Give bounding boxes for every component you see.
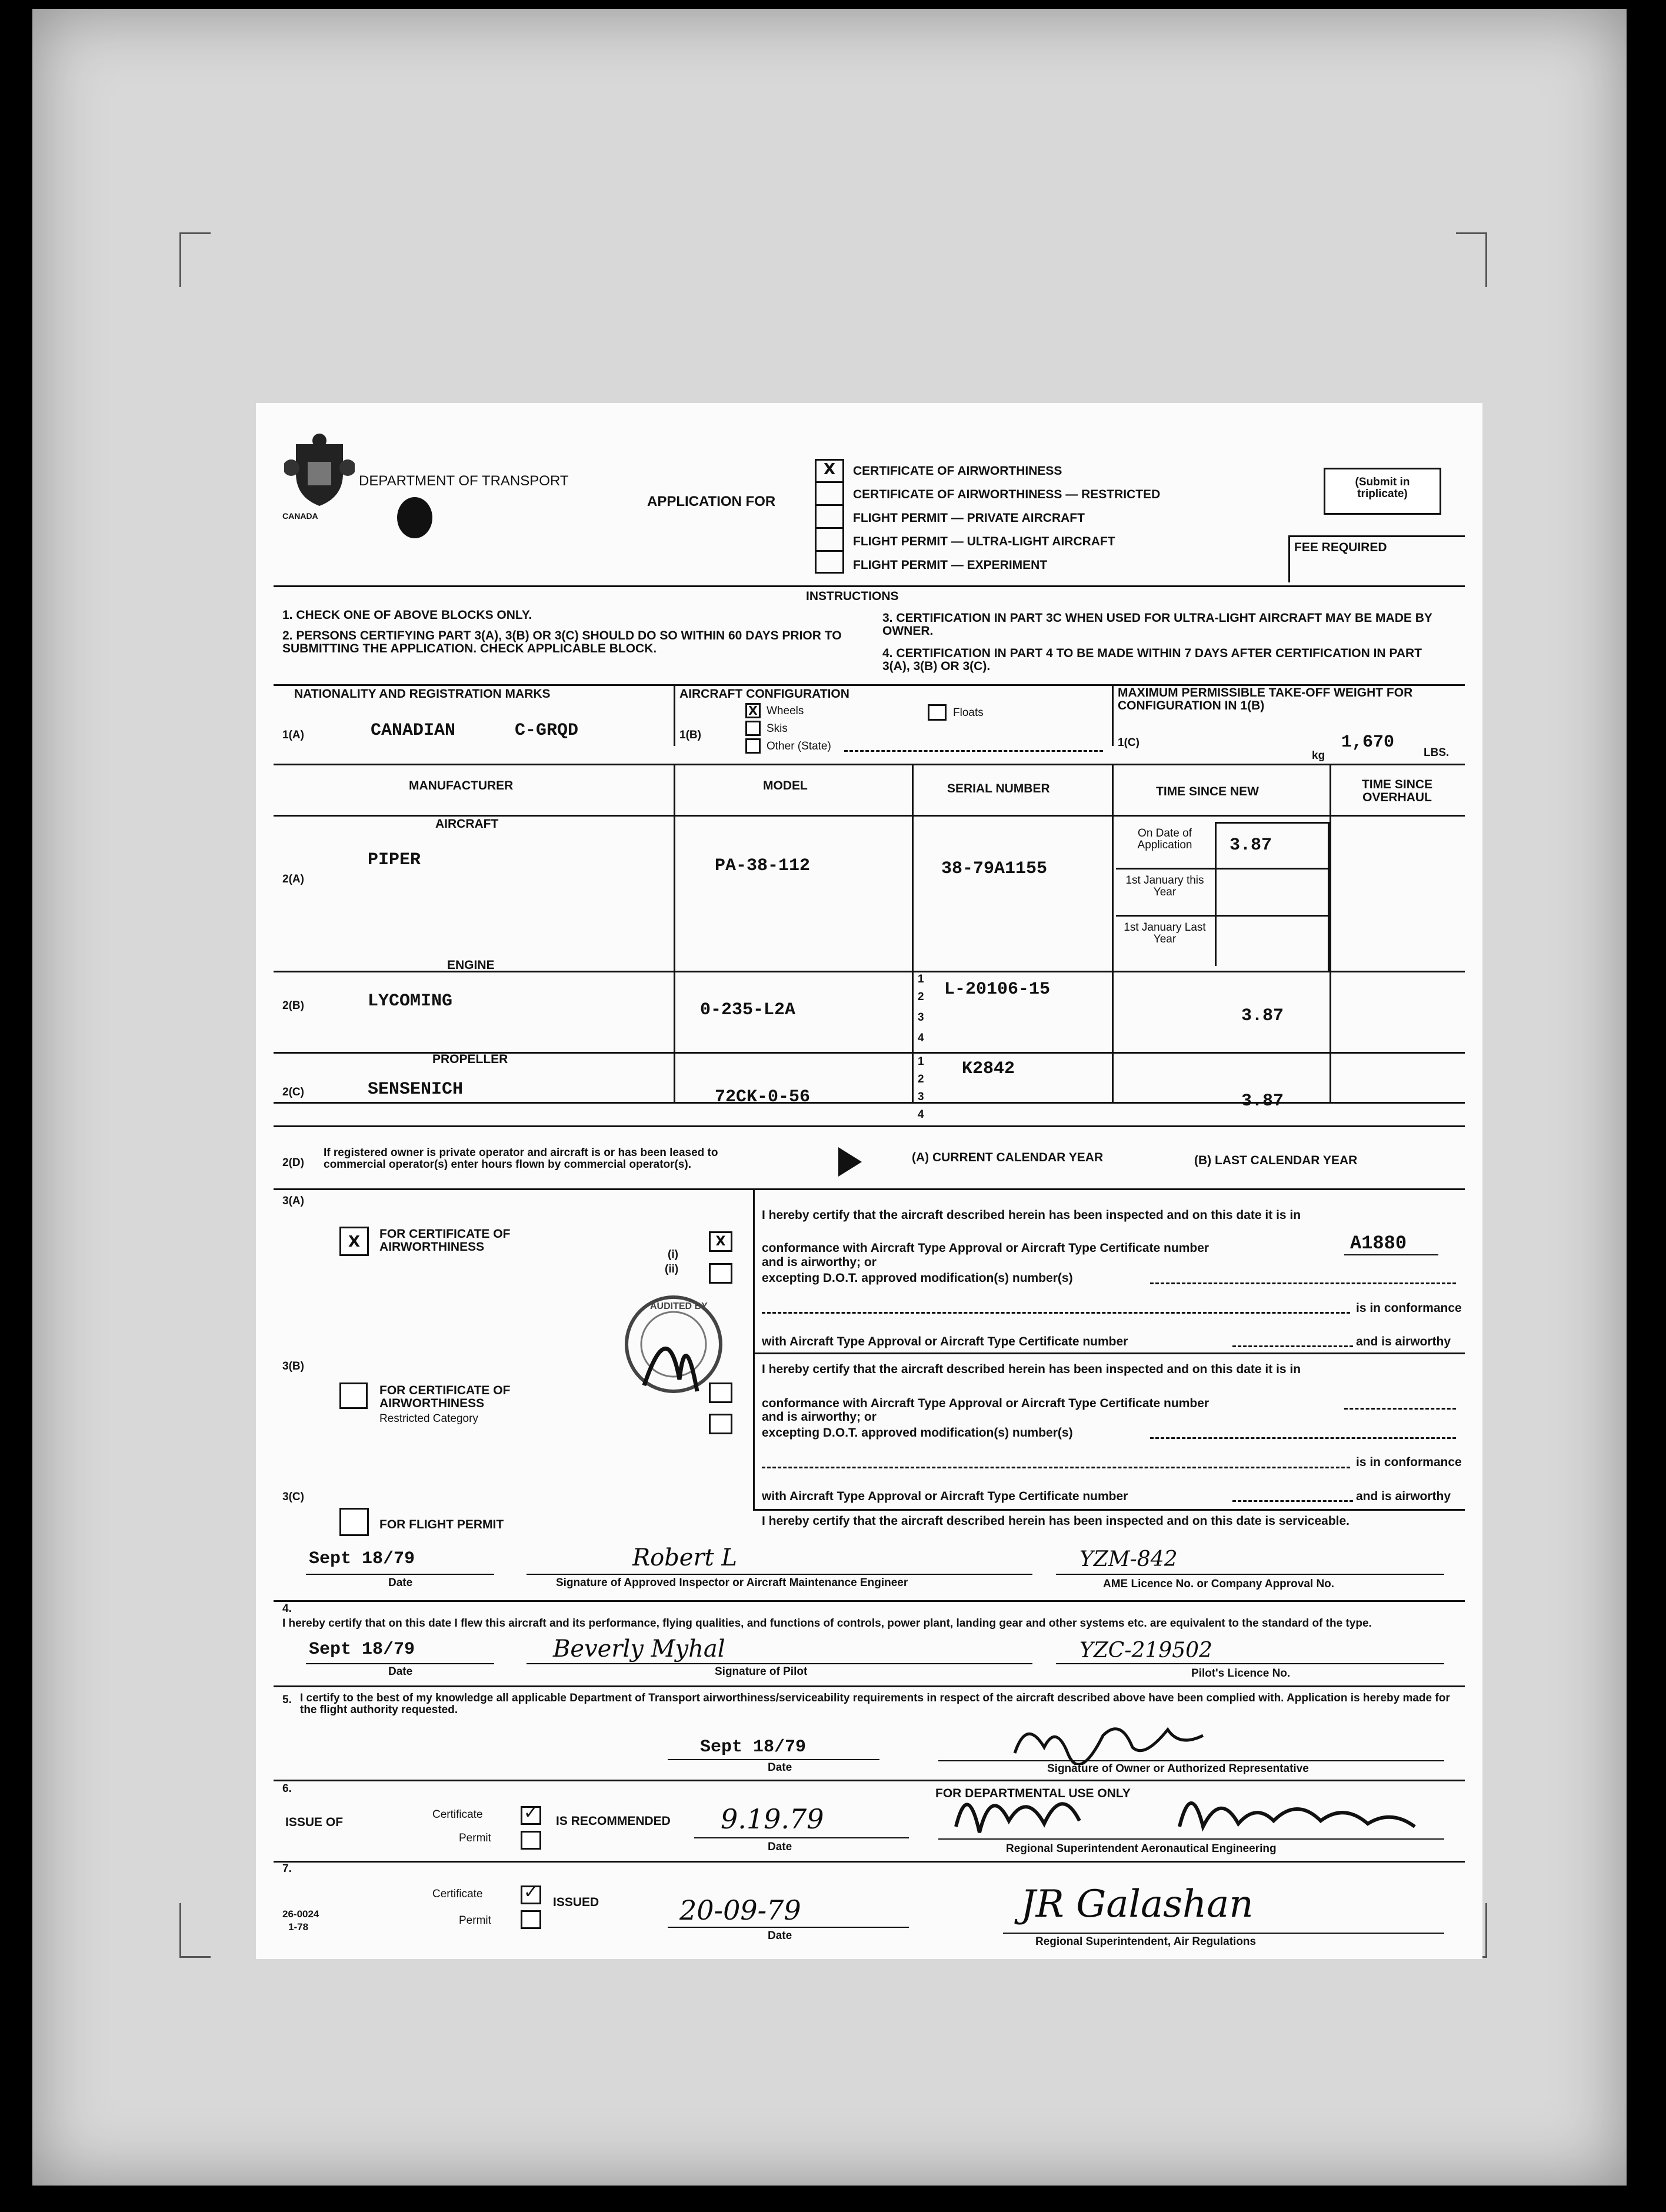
propeller-label: PROPELLER (432, 1052, 508, 1066)
3b-with-text: with Aircraft Type Approval or Aircraft Type Certificate number (762, 1490, 1128, 1503)
divider (1344, 1254, 1438, 1255)
divider (1112, 684, 1114, 746)
7-permit-checkbox[interactable] (521, 1910, 541, 1929)
aircraft-label: AIRCRAFT (435, 817, 499, 831)
instruction-3: 3. CERTIFICATION IN PART 3C WHEN USED FOR ULTRA-LIGHT AIRCRAFT MAY BE MADE BY OWNER. (882, 611, 1432, 638)
3b-certify-text: I hereby certify that the aircraft described herein has been inspected and on this date it is in (762, 1362, 1301, 1376)
nationality-header: NATIONALITY AND REGISTRATION MARKS (294, 687, 551, 701)
instruction-1: 1. CHECK ONE OF ABOVE BLOCKS ONLY. (282, 608, 532, 622)
weight-header: MAXIMUM PERMISSIBLE TAKE-OFF WEIGHT FOR CONFIGURATION IN 1(B) (1118, 686, 1413, 713)
3c-certify-text: I hereby certify that the aircraft described herein has been inspected and on this date is serviceable. (762, 1514, 1350, 1528)
6-certificate-mark: ✓ (523, 1803, 539, 1823)
label-2a: 2(A) (282, 873, 304, 885)
airworthiness-checkbox-mark[interactable]: X (823, 461, 836, 478)
3a-ii-label: (ii) (665, 1263, 679, 1275)
7-certificate-checkbox[interactable] (521, 1882, 541, 1904)
3b-i-checkbox[interactable] (709, 1382, 732, 1403)
divider (1056, 1663, 1444, 1664)
divider (306, 1574, 494, 1575)
fill-line (1150, 1282, 1456, 1284)
divider (694, 1837, 909, 1838)
submit-box (1324, 468, 1441, 515)
department-title: DEPARTMENT OF TRANSPORT (359, 473, 569, 489)
3b-ii-checkbox[interactable] (709, 1414, 732, 1434)
application-form (256, 403, 1482, 1959)
3c-label: FOR FLIGHT PERMIT (379, 1518, 504, 1531)
3a-i-label: (i) (668, 1248, 678, 1261)
3b-label: FOR CERTIFICATE OF AIRWORTHINESS (379, 1384, 511, 1411)
option-airworthiness: CERTIFICATE OF AIRWORTHINESS (853, 464, 1062, 478)
engine-manufacturer: LYCOMING (368, 991, 453, 1011)
country-label: CANADA (282, 511, 318, 521)
6-permit-checkbox[interactable] (521, 1831, 541, 1850)
tsn-header: TIME SINCE NEW (1156, 785, 1260, 798)
engineering-signature-label: Regional Superintendent Aeronautical Engineering (1006, 1843, 1277, 1855)
engine-slot: 1 (918, 973, 924, 985)
3c-checkbox[interactable] (339, 1508, 369, 1536)
5-date-label: Date (768, 1761, 792, 1774)
option-airworthiness-restricted: CERTIFICATE OF AIRWORTHINESS — RESTRICTED (853, 488, 1161, 501)
divider (1056, 1574, 1444, 1575)
pilot-licence-label: Pilot's Licence No. (1191, 1667, 1291, 1680)
instruction-4: 4. CERTIFICATION IN PART 4 TO BE MADE WITHIN 7 DAYS AFTER CERTIFICATION IN PART 3(A), 3(B) OR 3(C). (882, 647, 1422, 674)
air-regulations-signature: JR Galashan (1021, 1883, 1254, 1926)
divider (1003, 1933, 1444, 1934)
3a-label: FOR CERTIFICATE OF AIRWORTHINESS (379, 1227, 511, 1254)
divider (274, 764, 1465, 765)
3a-excepting-text: excepting D.O.T. approved modification(s) number(s) (762, 1271, 1073, 1285)
divider (274, 1125, 1465, 1127)
divider (938, 1838, 1444, 1840)
configuration-header: AIRCRAFT CONFIGURATION (679, 687, 849, 701)
3a-in-conformance: is in conformance (1356, 1301, 1462, 1315)
divider (815, 550, 844, 552)
3a-checkbox[interactable] (339, 1227, 369, 1256)
fill-line (1232, 1345, 1353, 1347)
divider (527, 1574, 1032, 1575)
3b-checkbox[interactable] (339, 1382, 368, 1409)
3a-mark: X (348, 1233, 361, 1251)
other-checkbox[interactable] (745, 738, 761, 754)
3a-type-cert-number: A1880 (1350, 1232, 1407, 1254)
tsn-row-label: 1st January this Year (1125, 874, 1204, 898)
tso-header: TIME SINCE OVERHAUL (1361, 778, 1433, 805)
option-permit-ultralight: FLIGHT PERMIT — ULTRA-LIGHT AIRCRAFT (853, 535, 1115, 548)
6-date-value: 9.19.79 (721, 1803, 824, 1835)
other-state-line (844, 750, 1103, 752)
label-3b: 3(B) (282, 1360, 304, 1372)
divider (1116, 868, 1330, 870)
label-3c: 3(C) (282, 1491, 304, 1503)
divider (815, 527, 844, 529)
3b-in-conformance: is in conformance (1356, 1455, 1462, 1469)
pilot-signature: Beverly Myhal (553, 1635, 725, 1663)
aircraft-model: PA-38-112 (715, 856, 811, 876)
aircraft-serial: 38-79A1155 (941, 859, 1048, 879)
weight-value: 1,670 (1341, 732, 1395, 752)
audit-stamp-text: AUDITED BY (650, 1301, 708, 1311)
engineering-signature (944, 1768, 1438, 1844)
3-date-value: Sept 18/79 (309, 1549, 415, 1569)
wheels-checkbox[interactable] (745, 703, 761, 718)
3a-certify-text: I hereby certify that the aircraft described herein has been inspected and on this date it is in (762, 1208, 1301, 1222)
skis-checkbox[interactable] (745, 721, 761, 736)
registration-value: C-GRQD (515, 721, 579, 741)
divider (274, 1102, 1465, 1104)
6-permit-label: Permit (459, 1832, 491, 1844)
label-1b: 1(B) (679, 729, 701, 741)
leased-instructions: If registered owner is private operator and aircraft is or has been leased to commercial operator(s) enter hours flown by commercial operator(s). (324, 1147, 718, 1171)
divider (815, 504, 844, 506)
4-date-value: Sept 18/79 (309, 1640, 415, 1660)
3b-conformance-text: conformance with Aircraft Type Approval or Aircraft Type Certificate number (762, 1397, 1209, 1410)
4-date-label: Date (388, 1665, 413, 1678)
lbs-label: LBS. (1424, 747, 1450, 759)
label-3a: 3(A) (282, 1195, 304, 1207)
divider (753, 1352, 1465, 1354)
propeller-slot: 1 (918, 1055, 924, 1068)
divider (668, 1759, 879, 1760)
application-for-label: APPLICATION FOR (647, 494, 776, 509)
propeller-tsn: 3.87 (1241, 1091, 1284, 1111)
4-certify-text: I hereby certify that on this date I flew this aircraft and its performance, flying qualities, and functions of controls, power plant, landing gear and other systems etc. are equivalent to the standard of the type. (282, 1617, 1372, 1630)
form-revision: 1-78 (288, 1921, 309, 1933)
divider (274, 815, 1465, 817)
divider (674, 684, 675, 746)
7-permit-label: Permit (459, 1914, 491, 1927)
divider (753, 1188, 755, 1509)
pilot-licence-value: YZC-219502 (1079, 1638, 1212, 1663)
instruction-2: 2. PERSONS CERTIFYING PART 3(A), 3(B) OR 3(C) SHOULD DO SO WITHIN 60 DAYS PRIOR TO SUBMITTING THE APPLICATION. CHECK APPLICABLE BLOCK. (282, 629, 842, 656)
label-5: 5. (282, 1694, 292, 1706)
departmental-use-label: FOR DEPARTMENTAL USE ONLY (935, 1787, 1131, 1800)
engine-model: 0-235-L2A (700, 1000, 796, 1020)
crop-mark (179, 1903, 211, 1958)
3a-ii-checkbox[interactable] (709, 1263, 732, 1284)
inspector-signature: Robert L (632, 1544, 737, 1571)
engine-slot: 2 (918, 991, 924, 1003)
divider (274, 1600, 1465, 1602)
instructions-title: INSTRUCTIONS (806, 589, 899, 603)
owner-signature (1003, 1712, 1215, 1765)
fill-line (762, 1467, 1350, 1468)
propeller-serial: K2842 (962, 1059, 1015, 1079)
ame-licence-label: AME Licence No. or Company Approval No. (1103, 1578, 1335, 1590)
serial-header: SERIAL NUMBER (947, 782, 1050, 795)
divider (1328, 822, 1330, 971)
3-date-label: Date (388, 1577, 413, 1589)
6-certificate-checkbox[interactable] (521, 1803, 541, 1825)
divider (1288, 535, 1465, 537)
label-2c: 2(C) (282, 1086, 304, 1098)
label-4: 4. (282, 1603, 292, 1615)
propeller-slot: 3 (918, 1091, 924, 1103)
divider (527, 1663, 1032, 1664)
7-date-value: 20-09-79 (679, 1894, 801, 1926)
propeller-model: 72CK-0-56 (715, 1087, 811, 1107)
last-year-label: (B) LAST CALENDAR YEAR (1194, 1154, 1358, 1167)
divider (753, 1509, 1465, 1511)
engine-label: ENGINE (447, 958, 495, 972)
crop-mark (1456, 232, 1487, 287)
label-2b: 2(B) (282, 1000, 304, 1012)
divider (274, 1188, 1465, 1190)
3b-excepting-text: excepting D.O.T. approved modification(s) number(s) (762, 1426, 1073, 1440)
pilot-signature-label: Signature of Pilot (715, 1665, 808, 1678)
floats-checkbox[interactable] (928, 704, 947, 721)
nationality-value: CANADIAN (371, 721, 456, 741)
7-certificate-label: Certificate (432, 1888, 483, 1900)
fee-required-label: FEE REQUIRED (1294, 541, 1387, 554)
3b-and-airworthy: and is airworthy (1356, 1490, 1451, 1503)
tsn-application-value: 3.87 (1229, 835, 1272, 855)
5-certify-text: I certify to the best of my knowledge all applicable Department of Transport airworthiness/serviceability requirements in respect of the aircraft described above have been complied with. Application is hereby made for the flight authority requested. (300, 1692, 1450, 1716)
other-label: Other (State) (767, 740, 831, 752)
issue-of-label: ISSUE OF (285, 1815, 344, 1829)
divider (1215, 822, 1217, 966)
label-6: 6. (282, 1783, 292, 1795)
divider (274, 1861, 1465, 1863)
fill-line (1150, 1437, 1456, 1439)
divider (274, 585, 1465, 587)
3a-airworthy-text: and is airworthy; or (762, 1255, 877, 1269)
canada-coat-of-arms-icon (284, 432, 355, 509)
form-number: 26-0024 (282, 1908, 319, 1920)
divider (815, 481, 844, 483)
label-7: 7. (282, 1863, 292, 1875)
owner-signature-label: Signature of Owner or Authorized Representative (1047, 1763, 1309, 1775)
tsn-row-label: 1st January Last Year (1124, 921, 1206, 945)
3a-and-airworthy: and is airworthy (1356, 1335, 1451, 1348)
current-year-label: (A) CURRENT CALENDAR YEAR (912, 1151, 1104, 1164)
3a-i-mark: X (715, 1234, 726, 1249)
engine-serial: L-20106-15 (944, 980, 1051, 1000)
3b-airworthy-text: and is airworthy; or (762, 1410, 877, 1424)
3a-with-text: with Aircraft Type Approval or Aircraft Type Certificate number (762, 1335, 1128, 1348)
3a-i-checkbox[interactable] (709, 1231, 732, 1252)
label-2d: 2(D) (282, 1157, 304, 1169)
issued-label: ISSUED (553, 1895, 599, 1909)
divider (306, 1663, 494, 1664)
manufacturer-header: MANUFACTURER (409, 779, 514, 792)
propeller-slot: 2 (918, 1073, 924, 1085)
kg-label: kg (1312, 749, 1325, 762)
label-1a: 1(A) (282, 729, 304, 741)
fill-line (1232, 1500, 1353, 1502)
divider (1116, 915, 1330, 917)
divider (1288, 535, 1290, 582)
wheels-label: Wheels (767, 705, 804, 717)
option-permit-experiment: FLIGHT PERMIT — EXPERIMENT (853, 558, 1048, 572)
divider (938, 1760, 1444, 1761)
is-recommended-label: IS RECOMMENDED (556, 1814, 671, 1828)
3a-conformance-text: conformance with Aircraft Type Approval or Aircraft Type Certificate number (762, 1241, 1209, 1255)
propeller-manufacturer: SENSENICH (368, 1080, 464, 1100)
air-regulations-signature-label: Regional Superintendent, Air Regulations (1035, 1936, 1257, 1948)
fill-line (762, 1312, 1350, 1314)
inspector-signature-label: Signature of Approved Inspector or Aircraft Maintenance Engineer (556, 1577, 908, 1589)
6-certificate-label: Certificate (432, 1808, 483, 1821)
model-header: MODEL (763, 779, 808, 792)
divider (274, 1685, 1465, 1687)
7-date-label: Date (768, 1930, 792, 1942)
3b-sublabel: Restricted Category (379, 1413, 478, 1425)
propeller-slot: 4 (918, 1108, 924, 1121)
punch-hole (397, 497, 432, 538)
aircraft-manufacturer: PIPER (368, 850, 421, 870)
engine-tsn: 3.87 (1241, 1006, 1284, 1026)
tsn-row-label: On Date of Application (1137, 827, 1192, 851)
crop-mark (179, 232, 211, 287)
6-date-label: Date (768, 1841, 792, 1853)
submit-text: (Submit in triplicate) (1355, 476, 1410, 500)
skis-label: Skis (767, 722, 788, 735)
7-certificate-mark: ✓ (523, 1882, 539, 1903)
label-1c: 1(C) (1118, 737, 1139, 749)
engine-slot: 3 (918, 1011, 924, 1024)
arrow-right-icon (838, 1147, 862, 1177)
divider (668, 1927, 909, 1928)
wheels-mark: X (748, 704, 758, 718)
5-date-value: Sept 18/79 (700, 1737, 807, 1757)
floats-label: Floats (953, 707, 984, 719)
engine-slot: 4 (918, 1032, 924, 1044)
ame-licence-value: YZM-842 (1079, 1547, 1178, 1571)
divider (1215, 822, 1330, 824)
fill-line (1344, 1408, 1456, 1410)
option-permit-private: FLIGHT PERMIT — PRIVATE AIRCRAFT (853, 511, 1085, 525)
